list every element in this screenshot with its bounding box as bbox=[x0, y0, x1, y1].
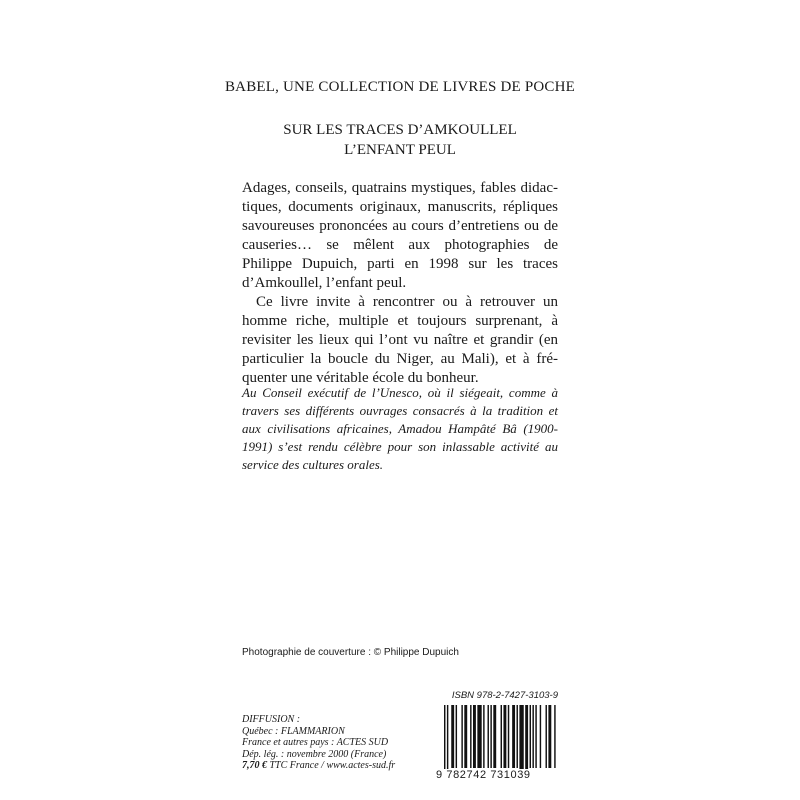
barcode-bar bbox=[470, 705, 471, 768]
barcode-bar bbox=[444, 705, 445, 777]
barcode-bar bbox=[535, 705, 536, 768]
blurb-paragraph-1: Adages, conseils, quatrains mystiques, fables didactiques, documents originaux, manuscrits, répliques savoureuses prononcées au cours d’entretiens ou de causeries… se mêlent aux photographies de Philippe Dupuich, parti en 1998 sur les traces d’Amkoullel, l’enfant peul. bbox=[242, 180, 558, 291]
barcode-bar bbox=[540, 705, 541, 768]
barcode-bar bbox=[493, 705, 496, 768]
diffusion-heading: DIFFUSION : bbox=[242, 714, 301, 725]
barcode-bar bbox=[501, 705, 502, 768]
title-line-2: L’ENFANT PEUL bbox=[344, 142, 456, 158]
barcode-bar bbox=[532, 705, 533, 768]
barcode-bar bbox=[530, 705, 531, 768]
barcode-digits: 9 782742 731039 bbox=[436, 769, 560, 781]
legal-deposit: Dép. lég. : novembre 2000 (France) bbox=[242, 748, 387, 760]
barcode-bar bbox=[447, 705, 448, 777]
barcode-bar bbox=[488, 705, 489, 768]
barcode-bar bbox=[508, 705, 509, 768]
barcode-bar bbox=[517, 705, 518, 768]
barcode-bar bbox=[512, 705, 515, 768]
blurb-paragraph-2: Ce livre invite à rencontrer ou à retrouver un homme riche, multiple et toujours surprenant, à revisiter les lieux qui l’ont vu naître et grandir (en particulier la boucle du Niger, au Mali), et à fréquenter une véritable école du bonheur. bbox=[242, 294, 558, 386]
collection-line: BABEL, UNE COLLECTION DE LIVRES DE POCHE bbox=[224, 79, 576, 95]
photo-credit: Photographie de couverture : © Philippe Dupuich bbox=[242, 647, 459, 658]
diffusion-france: France et autres pays : ACTES SUD bbox=[242, 737, 389, 748]
diffusion-quebec: Québec : FLAMMARION bbox=[242, 725, 345, 737]
barcode-bar bbox=[456, 705, 457, 768]
barcode-bar bbox=[483, 705, 484, 768]
barcode-bar bbox=[548, 705, 551, 768]
blurb bbox=[242, 179, 558, 388]
barcode-bar bbox=[546, 705, 547, 768]
barcode-bar bbox=[461, 705, 462, 768]
barcode-bar bbox=[451, 705, 454, 768]
barcode-bar bbox=[490, 705, 491, 768]
distribution-info bbox=[242, 714, 422, 772]
book-title bbox=[215, 120, 585, 160]
barcode-bar bbox=[464, 705, 467, 768]
barcode-bar bbox=[473, 705, 476, 768]
barcode-bar bbox=[477, 705, 481, 768]
barcode-bar bbox=[525, 705, 528, 777]
author-note: Au Conseil exécutif de l’Unesco, où il siégeait, comme à travers ses différents ouvrages consacrés à la tradition et aux civilisations africaines, Amadou Hampâté Bâ (1900-1991) s’est rendu célèbre pour son inlassable activité au service des cultures orales. bbox=[242, 385, 558, 472]
barcode-bar bbox=[554, 705, 555, 768]
price-line bbox=[242, 760, 422, 772]
isbn: ISBN 978-2-7427-3103-9 bbox=[451, 690, 558, 701]
price: 7,70 € bbox=[242, 760, 267, 771]
barcode-bar bbox=[519, 705, 523, 777]
title-line-1: SUR LES TRACES D’AMKOULLEL bbox=[283, 122, 517, 138]
price-details: TTC France / www.actes-sud.fr bbox=[267, 760, 396, 771]
barcode-bar bbox=[503, 705, 506, 768]
